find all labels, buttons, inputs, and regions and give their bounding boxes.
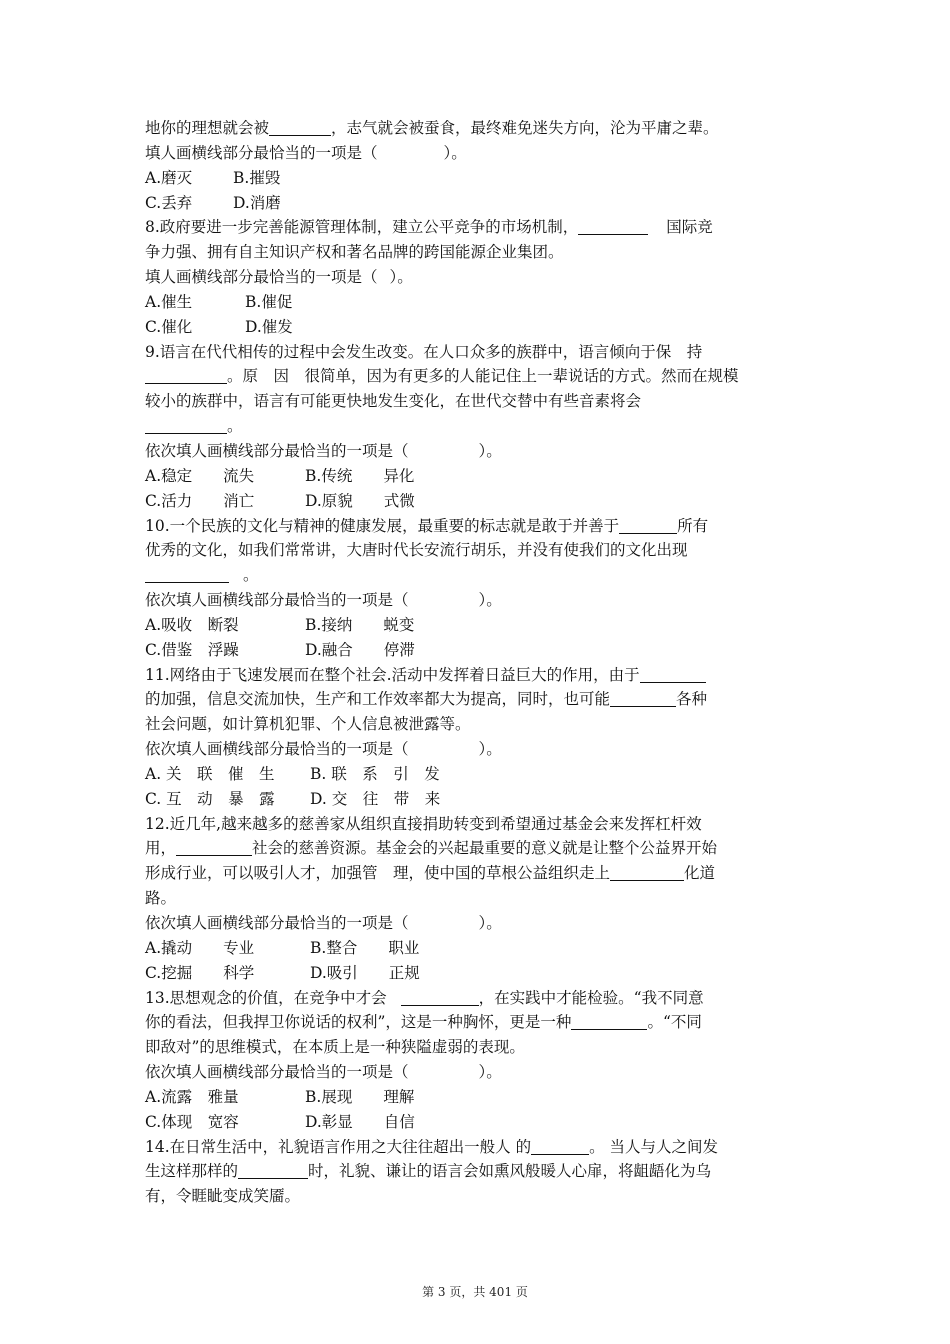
option-a: A.催生 xyxy=(145,292,193,311)
option-d: D.吸引 正规 xyxy=(310,963,420,982)
q7-prompt xyxy=(145,141,810,166)
q10-text: 10.一个民族的文化与精神的健康发展，最重要的标志就是敢于并善于 xyxy=(145,516,620,535)
prompt-end: ）。 xyxy=(478,591,502,610)
prompt-end: ）。 xyxy=(478,914,502,932)
q8-text: 8.政府要进一步完善能源管理体制，建立公平竞争的市场机制， xyxy=(145,218,579,237)
prompt-end: ）。 xyxy=(478,441,502,460)
q8-text: 国际竞 xyxy=(666,218,713,237)
prompt-text: 依次填人画横线部分最恰当的一项是（ xyxy=(145,591,409,610)
answer-blank xyxy=(610,690,676,707)
q14-line-1 xyxy=(145,1135,810,1160)
option-a: A.稳定 流失 xyxy=(145,466,255,485)
option-d: D.催发 xyxy=(245,317,293,336)
prompt-end: ）。 xyxy=(389,268,413,287)
answer-blank xyxy=(145,566,229,583)
option-a: A.磨灭 xyxy=(145,168,193,187)
answer-blank xyxy=(238,1162,308,1179)
option-d: D.消磨 xyxy=(233,193,281,212)
answer-blank xyxy=(610,864,684,881)
prompt-text: 依次填人画横线部分最恰当的一项是（ xyxy=(145,1063,409,1082)
q8-line-2 xyxy=(145,240,810,265)
q14-text: 时，礼貌、谦让的语言会如熏风般暖人心扉，将龃龉化为乌 xyxy=(308,1162,712,1181)
answer-blank xyxy=(578,218,648,235)
q10-options-ab xyxy=(145,613,810,638)
q11-options-ab xyxy=(145,762,810,787)
answer-blank xyxy=(176,839,252,856)
document-body xyxy=(145,116,810,1209)
answer-blank xyxy=(145,367,227,384)
q13-options-ab xyxy=(145,1085,810,1110)
answer-blank xyxy=(531,1137,589,1154)
q11-text: 社会问题，如计算机犯罪、个人信息被泄露等。 xyxy=(145,715,471,734)
option-d: D.原貌 式微 xyxy=(305,491,415,510)
q7-line-1 xyxy=(145,116,810,141)
option-b: B.催促 xyxy=(245,292,293,311)
option-d: D.彰显 自信 xyxy=(305,1112,415,1131)
q10-line-2 xyxy=(145,538,810,563)
q8-text: 争力强、拥有自主知识产权和著名品牌的跨国能源企业集团。 xyxy=(145,243,564,262)
option-b: B.展现 理解 xyxy=(305,1087,415,1106)
q10-line-1 xyxy=(145,514,810,539)
q11-line-1 xyxy=(145,663,810,688)
q13-prompt xyxy=(145,1060,810,1085)
option-c: C.体现 宽容 xyxy=(145,1112,239,1131)
q12-options-ab xyxy=(145,936,810,961)
q12-line-3 xyxy=(145,861,810,886)
option-b: B.接纳 蜕变 xyxy=(305,615,415,634)
q11-line-2 xyxy=(145,687,810,712)
option-c: C.丢弃 xyxy=(145,193,193,212)
q8-prompt xyxy=(145,265,810,290)
q9-line-4 xyxy=(145,414,810,439)
q7-text: ，志气就会被蚕食，最终难免迷失方向，沦为平庸之辈。 xyxy=(331,119,719,137)
q9-line-1 xyxy=(145,340,810,365)
q14-text: 。 当人与人之间发 xyxy=(589,1137,719,1156)
q9-text: 较小的族群中，语言有可能更快地发生变化，在世代交替中有些音素将会 xyxy=(145,392,642,411)
answer-blank xyxy=(640,665,706,682)
q10-text: 优秀的文化，如我们常常讲，大唐时代长安流行胡乐，并没有使我们的文化出现 xyxy=(145,541,688,560)
option-a: A.撬动 专业 xyxy=(145,938,255,957)
q14-text: 生这样那样的 xyxy=(145,1162,239,1181)
option-b: B.摧毁 xyxy=(233,168,281,187)
q14-line-3 xyxy=(145,1184,810,1209)
q12-text: 12.近几年,越来越多的慈善家从组织直接捐助转变到希望通过基金会来发挥杠杆效 xyxy=(145,814,702,833)
q9-text: 。原 因 很简单，因为有更多的人能记住上一辈说话的方式。然而在规模 xyxy=(227,367,739,386)
q9-text: 9.语言在代代相传的过程中会发生改变。在人口众多的族群中，语言倾向于保 持 xyxy=(145,342,703,361)
q10-line-3 xyxy=(145,563,810,588)
prompt-end: ）。 xyxy=(443,143,467,162)
q12-text: 化道 xyxy=(684,864,716,883)
q11-options-cd xyxy=(145,787,810,812)
q13-text: 即敌对”的思维模式，在本质上是一种狭隘虚弱的表现。 xyxy=(145,1038,525,1057)
option-d: D. 交 往 带 来 xyxy=(310,789,441,808)
q12-line-4 xyxy=(145,886,810,911)
q13-text: 你的看法，但我捍卫你说话的权利”，这是一种胸怀，更是一种 xyxy=(145,1013,572,1032)
option-d: D.融合 停滞 xyxy=(305,640,415,659)
q14-text: 14.在日常生活中，礼貌语言作用之大往往超出一般人 的 xyxy=(145,1137,532,1156)
q13-line-1 xyxy=(145,986,810,1011)
q14-line-2 xyxy=(145,1159,810,1184)
option-c: C.借鉴 浮躁 xyxy=(145,640,239,659)
prompt-text: 依次填人画横线部分最恰当的一项是（ xyxy=(145,441,409,460)
q13-text: ，在实践中才能检验。“我不同意 xyxy=(478,988,704,1007)
q13-options-cd xyxy=(145,1110,810,1135)
option-b: B. 联 系 引 发 xyxy=(310,764,440,783)
q11-text: 各种 xyxy=(676,690,708,709)
q7-options-ab xyxy=(145,166,810,191)
q9-line-2 xyxy=(145,364,810,389)
answer-blank xyxy=(571,1013,647,1030)
q7-options-cd xyxy=(145,191,810,216)
q12-options-cd xyxy=(145,961,810,986)
q10-options-cd xyxy=(145,638,810,663)
prompt-text: 填人画横线部分最恰当的一项是（ xyxy=(145,143,378,162)
answer-blank xyxy=(401,988,479,1005)
prompt-end: ）。 xyxy=(478,1063,502,1082)
q14-text: 有，令睚眦变成笑靥。 xyxy=(145,1187,301,1206)
q11-text: 的加强，信息交流加快，生产和工作效率都大为提高，同时，也可能 xyxy=(145,690,611,709)
q12-line-2 xyxy=(145,836,810,861)
q11-prompt xyxy=(145,737,810,762)
option-c: C.催化 xyxy=(145,317,193,336)
prompt-text: 依次填人画横线部分最恰当的一项是（ xyxy=(145,740,409,759)
answer-blank xyxy=(619,516,677,533)
prompt-text: 填人画横线部分最恰当的一项是（ xyxy=(145,268,378,287)
q12-line-1 xyxy=(145,812,810,837)
q9-text: 。 xyxy=(227,417,243,436)
option-a: A.吸收 断裂 xyxy=(145,615,239,634)
q12-text: 路。 xyxy=(145,889,177,908)
q8-options-ab xyxy=(145,290,810,315)
q9-prompt xyxy=(145,439,810,464)
q12-prompt xyxy=(145,911,810,936)
prompt-end: ）。 xyxy=(478,740,502,759)
option-c: C.活力 消亡 xyxy=(145,491,255,510)
q11-text: 11.网络由于飞速发展而在整个社会.活动中发挥着日益巨大的作用，由于 xyxy=(145,665,640,684)
q9-options-cd xyxy=(145,489,810,514)
answer-blank xyxy=(145,417,227,434)
answer-blank xyxy=(269,119,331,136)
q13-line-2 xyxy=(145,1010,810,1035)
q13-text: 13.思想观念的价值，在竞争中才会 xyxy=(145,988,387,1007)
q10-text: 。 xyxy=(243,566,259,585)
q9-line-3 xyxy=(145,389,810,414)
q8-options-cd xyxy=(145,315,810,340)
q7-text: 地你的理想就会被 xyxy=(145,119,270,137)
option-b: B.整合 职业 xyxy=(310,938,420,957)
option-c: C.挖掘 科学 xyxy=(145,963,255,982)
q10-prompt xyxy=(145,588,810,613)
prompt-text: 依次填人画横线部分最恰当的一项是（ xyxy=(145,914,409,932)
q13-line-3 xyxy=(145,1035,810,1060)
page-footer: 第 3 页，共 401 页 xyxy=(422,1285,528,1299)
q12-text: 社会的慈善资源。基金会的兴起最重要的意义就是让整个公益界开始 xyxy=(252,839,718,858)
q11-line-3 xyxy=(145,712,810,737)
q9-options-ab xyxy=(145,464,810,489)
q13-text: 。“不同 xyxy=(647,1013,702,1032)
q8-line-1 xyxy=(145,215,810,240)
q12-text: 形成行业，可以吸引人才，加强管 理，使中国的草根公益组织走上 xyxy=(145,864,611,883)
option-b: B.传统 异化 xyxy=(305,466,415,485)
option-a: A. 关 联 催 生 xyxy=(145,764,275,783)
option-c: C. 互 动 暴 露 xyxy=(145,789,275,808)
q12-text: 用， xyxy=(145,839,177,858)
q10-text: 所有 xyxy=(677,516,709,535)
option-a: A.流露 雅量 xyxy=(145,1087,239,1106)
